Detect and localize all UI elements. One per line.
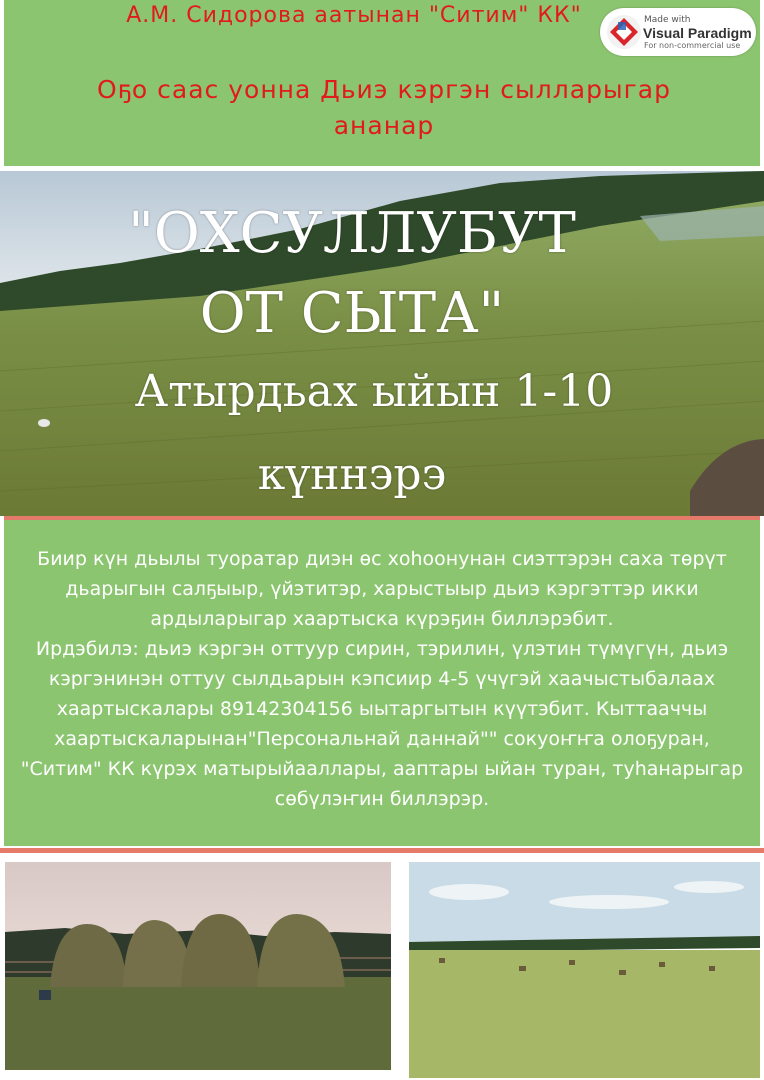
hero-title-line1: "ОХСУЛЛУБУТ bbox=[128, 201, 576, 266]
organizer-line: А.М. Сидорова аатынан "Ситим" КК" bbox=[126, 3, 582, 28]
dedication-line: Оҕо саас уонна Дьиэ кэргэн сылларыгар ананар bbox=[97, 75, 671, 140]
description-band bbox=[4, 520, 760, 846]
vp-brand: Visual Paradigm bbox=[643, 25, 752, 41]
field-bales-photo bbox=[409, 862, 760, 1078]
hero-meadow-photo bbox=[0, 171, 764, 516]
hero-dates-line2: күннэрэ bbox=[257, 449, 447, 500]
description-text bbox=[12, 544, 752, 814]
vp-made-with: Made with bbox=[644, 15, 691, 25]
haystacks-photo bbox=[5, 862, 391, 1070]
hero-title-line2: ОТ СЫТА" bbox=[199, 281, 505, 346]
visual-paradigm-watermark bbox=[600, 8, 756, 56]
hero-dates-line: Атырдьах ыйын 1-10 bbox=[134, 366, 614, 417]
requirements-paragraph: Ирдэбилэ: дьиэ кэргэн оттуур сирин, тэрилин, үлэтин түмүгүн, дьиэ кэргэнинэн оттуу сылдьарын кэпсиир 4-5 үчүгэй хаачыстыбалаах хаартыскалары 89142304156 ыытаргытын күүтэбит. Кыттааччы хаартыскаларынан"Персональнай даннай"" сокуоҥҥа олоҕуран, "Ситим" КК күрэх матырыйааллары, ааптары ыйан туран, туһанарыгар сөбүлэҥин биллэрэр. bbox=[20, 638, 744, 810]
intro-paragraph: Биир күн дьылы туоратар диэн өс хоһоонунан сиэттэрэн саха төрүт дьарыгын салҕыыр, үйэтитэр, харыстыыр дьиэ кэргэттэр икки ардыларыгар хаартыска күрэҕин биллэрэбит. bbox=[37, 548, 727, 630]
vp-note: For non-commercial use bbox=[644, 41, 741, 50]
visual-paradigm-logo-icon bbox=[606, 14, 642, 50]
separator-bottom bbox=[0, 848, 764, 853]
